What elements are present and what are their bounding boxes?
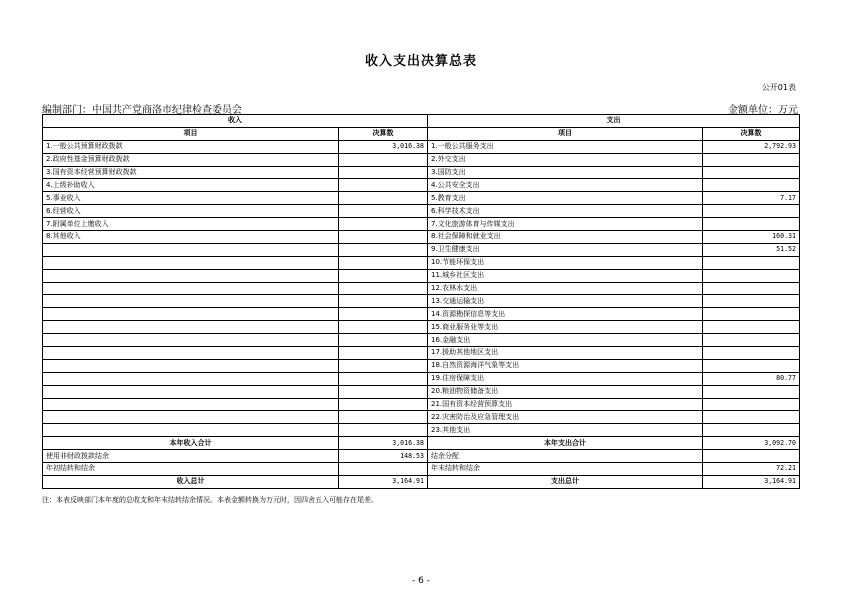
expense-item-cell: 19.住房保障支出 <box>428 372 703 385</box>
table-row <box>43 385 800 398</box>
income-item-cell <box>43 334 339 347</box>
expense-item-cell: 14.资源勘探信息等支出 <box>428 308 703 321</box>
expense-item-cell: 3.国防支出 <box>428 166 703 179</box>
income-amount-cell <box>339 308 428 321</box>
income-amount-cell <box>339 231 428 244</box>
income-amount-cell <box>339 256 428 269</box>
table-row <box>43 372 800 385</box>
expense-amount-cell <box>703 411 800 424</box>
income-item-cell <box>43 411 339 424</box>
table-row <box>43 295 800 308</box>
income-amount-cell <box>339 411 428 424</box>
table-row <box>43 153 800 166</box>
expense-amount-cell <box>703 179 800 192</box>
income-item-cell <box>43 243 339 256</box>
income-amount-cell <box>339 398 428 411</box>
income-item-cell <box>43 372 339 385</box>
income-amount-cell <box>339 372 428 385</box>
expense-item-cell: 11.城乡社区支出 <box>428 269 703 282</box>
expense-item-cell: 22.灾害防治及应急管理支出 <box>428 411 703 424</box>
table-row <box>43 308 800 321</box>
income-expense-table <box>42 114 800 489</box>
expense-amount-cell <box>703 398 800 411</box>
table-row <box>43 231 800 244</box>
expense-item-cell: 5.教育支出 <box>428 192 703 205</box>
income-item-cell: 1.一般公共预算财政拨款 <box>43 140 339 153</box>
income-item-cell <box>43 256 339 269</box>
income-item-cell <box>43 359 339 372</box>
expense-item-cell: 2.外交支出 <box>428 153 703 166</box>
table-row <box>43 359 800 372</box>
income-header: 收入 <box>43 115 428 128</box>
page-number: - 6 - <box>412 576 430 586</box>
expense-amount-cell <box>703 256 800 269</box>
income-amount-cell <box>339 424 428 437</box>
footnote: 注：本表反映部门本年度的总收支和年末结转结余情况。本表金额转换为万元时，因四舍五入可能存在尾差。 <box>42 496 378 504</box>
income-amount-cell <box>339 243 428 256</box>
expense-item-header: 项目 <box>428 127 703 140</box>
expense-amount-cell: 80.77 <box>703 372 800 385</box>
expense-amount-cell <box>703 450 800 463</box>
expense-amount-cell <box>703 295 800 308</box>
page-title: 收入支出决算总表 <box>364 54 477 69</box>
grand-expense-total-amount: 3,164.91 <box>703 475 800 488</box>
expense-item-cell: 6.科学技术支出 <box>428 205 703 218</box>
balance-row <box>43 463 800 476</box>
income-item-cell <box>43 321 339 334</box>
income-item-cell: 4.上级补助收入 <box>43 179 339 192</box>
income-item-cell <box>43 308 339 321</box>
table-row <box>43 205 800 218</box>
expense-item-cell: 17.援助其他地区支出 <box>428 347 703 360</box>
grand-total-row <box>43 475 800 488</box>
income-item-cell: 3.国有资本经营预算财政拨款 <box>43 166 339 179</box>
income-item-cell <box>43 424 339 437</box>
grand-expense-total-label: 支出总计 <box>428 475 703 488</box>
income-item-header: 项目 <box>43 127 339 140</box>
expense-item-cell: 7.文化旅游体育与传媒支出 <box>428 218 703 231</box>
income-amount-cell: 3,016.38 <box>339 140 428 153</box>
table-row <box>43 243 800 256</box>
expense-amount-cell: 160.31 <box>703 231 800 244</box>
annual-expense-total-label: 本年支出合计 <box>428 437 703 450</box>
table-row <box>43 166 800 179</box>
expense-amount-cell <box>703 385 800 398</box>
income-amount-cell <box>339 205 428 218</box>
expense-amount-cell <box>703 269 800 282</box>
table-row <box>43 424 800 437</box>
income-amount-cell <box>339 321 428 334</box>
income-amount-cell <box>339 179 428 192</box>
income-amount-cell <box>339 385 428 398</box>
expense-item-cell: 1.一般公共服务支出 <box>428 140 703 153</box>
income-item-cell <box>43 347 339 360</box>
annual-expense-total-amount: 3,092.70 <box>703 437 800 450</box>
expense-item-cell: 年末结转和结余 <box>428 463 703 476</box>
expense-item-cell: 18.自然资源海洋气象等支出 <box>428 359 703 372</box>
expense-amount-cell: 72.21 <box>703 463 800 476</box>
table-row <box>43 256 800 269</box>
expense-amount-cell <box>703 218 800 231</box>
expense-amount-cell <box>703 282 800 295</box>
income-item-cell <box>43 385 339 398</box>
expense-amount-cell <box>703 334 800 347</box>
expense-item-cell: 21.国有资本经营预算支出 <box>428 398 703 411</box>
expense-item-cell: 12.农林水支出 <box>428 282 703 295</box>
expense-item-cell: 20.粮油物资储备支出 <box>428 385 703 398</box>
expense-item-cell: 15.商业服务业等支出 <box>428 321 703 334</box>
table-row <box>43 321 800 334</box>
balance-row <box>43 450 800 463</box>
expense-amount-cell <box>703 321 800 334</box>
income-amount-cell <box>339 269 428 282</box>
expense-item-cell: 结余分配 <box>428 450 703 463</box>
income-item-cell <box>43 269 339 282</box>
expense-item-cell: 8.社会保障和就业支出 <box>428 231 703 244</box>
table-row <box>43 398 800 411</box>
expense-item-cell: 10.节能环保支出 <box>428 256 703 269</box>
income-item-cell: 使用非财政拨款结余 <box>43 450 339 463</box>
expense-amount-cell <box>703 359 800 372</box>
table-row <box>43 334 800 347</box>
expense-amount-cell <box>703 424 800 437</box>
expense-item-cell: 4.公共安全支出 <box>428 179 703 192</box>
grand-income-total-label: 收入总计 <box>43 475 339 488</box>
table-row <box>43 282 800 295</box>
income-amount-cell <box>339 295 428 308</box>
expense-amount-cell <box>703 308 800 321</box>
annual-income-total-amount: 3,016.38 <box>339 437 428 450</box>
income-item-cell <box>43 282 339 295</box>
income-item-cell <box>43 398 339 411</box>
expense-item-cell: 16.金融支出 <box>428 334 703 347</box>
table-row <box>43 269 800 282</box>
expense-amount-cell: 2,792.93 <box>703 140 800 153</box>
expense-amount-cell <box>703 347 800 360</box>
table-row <box>43 218 800 231</box>
income-amount-cell <box>339 153 428 166</box>
income-amount-cell: 148.53 <box>339 450 428 463</box>
income-amount-cell <box>339 334 428 347</box>
income-item-cell: 8.其他收入 <box>43 231 339 244</box>
annual-total-row <box>43 437 800 450</box>
grand-income-total-amount: 3,164.91 <box>339 475 428 488</box>
table-row <box>43 411 800 424</box>
expense-amount-cell: 7.17 <box>703 192 800 205</box>
table-row <box>43 179 800 192</box>
income-item-cell: 6.经营收入 <box>43 205 339 218</box>
expense-amount-cell <box>703 153 800 166</box>
income-amount-cell <box>339 347 428 360</box>
expense-amount-cell <box>703 166 800 179</box>
income-item-cell: 2.政府性基金预算财政拨款 <box>43 153 339 166</box>
annual-income-total-label: 本年收入合计 <box>43 437 339 450</box>
form-code: 公开01表 <box>761 83 796 92</box>
table-row <box>43 192 800 205</box>
income-amount-cell <box>339 218 428 231</box>
income-amount-cell <box>339 166 428 179</box>
income-item-cell <box>43 295 339 308</box>
column-header-row <box>43 127 800 140</box>
expense-amount-header: 决算数 <box>703 127 800 140</box>
income-amount-cell <box>339 192 428 205</box>
expense-amount-cell: 51.52 <box>703 243 800 256</box>
expense-item-cell: 9.卫生健康支出 <box>428 243 703 256</box>
income-item-cell: 5.事业收入 <box>43 192 339 205</box>
expense-amount-cell <box>703 205 800 218</box>
table-row <box>43 140 800 153</box>
income-amount-header: 决算数 <box>339 127 428 140</box>
income-amount-cell <box>339 359 428 372</box>
income-item-cell: 年初结转和结余 <box>43 463 339 476</box>
expense-header: 支出 <box>428 115 800 128</box>
income-amount-cell <box>339 282 428 295</box>
section-header-row <box>43 115 800 128</box>
income-item-cell: 7.附属单位上缴收入 <box>43 218 339 231</box>
table-row <box>43 347 800 360</box>
income-amount-cell <box>339 463 428 476</box>
expense-item-cell: 23.其他支出 <box>428 424 703 437</box>
expense-item-cell: 13.交通运输支出 <box>428 295 703 308</box>
unit-label: 金额单位：万元 <box>728 105 798 116</box>
department-label: 编制部门：中国共产党商洛市纪律检查委员会 <box>42 105 242 116</box>
